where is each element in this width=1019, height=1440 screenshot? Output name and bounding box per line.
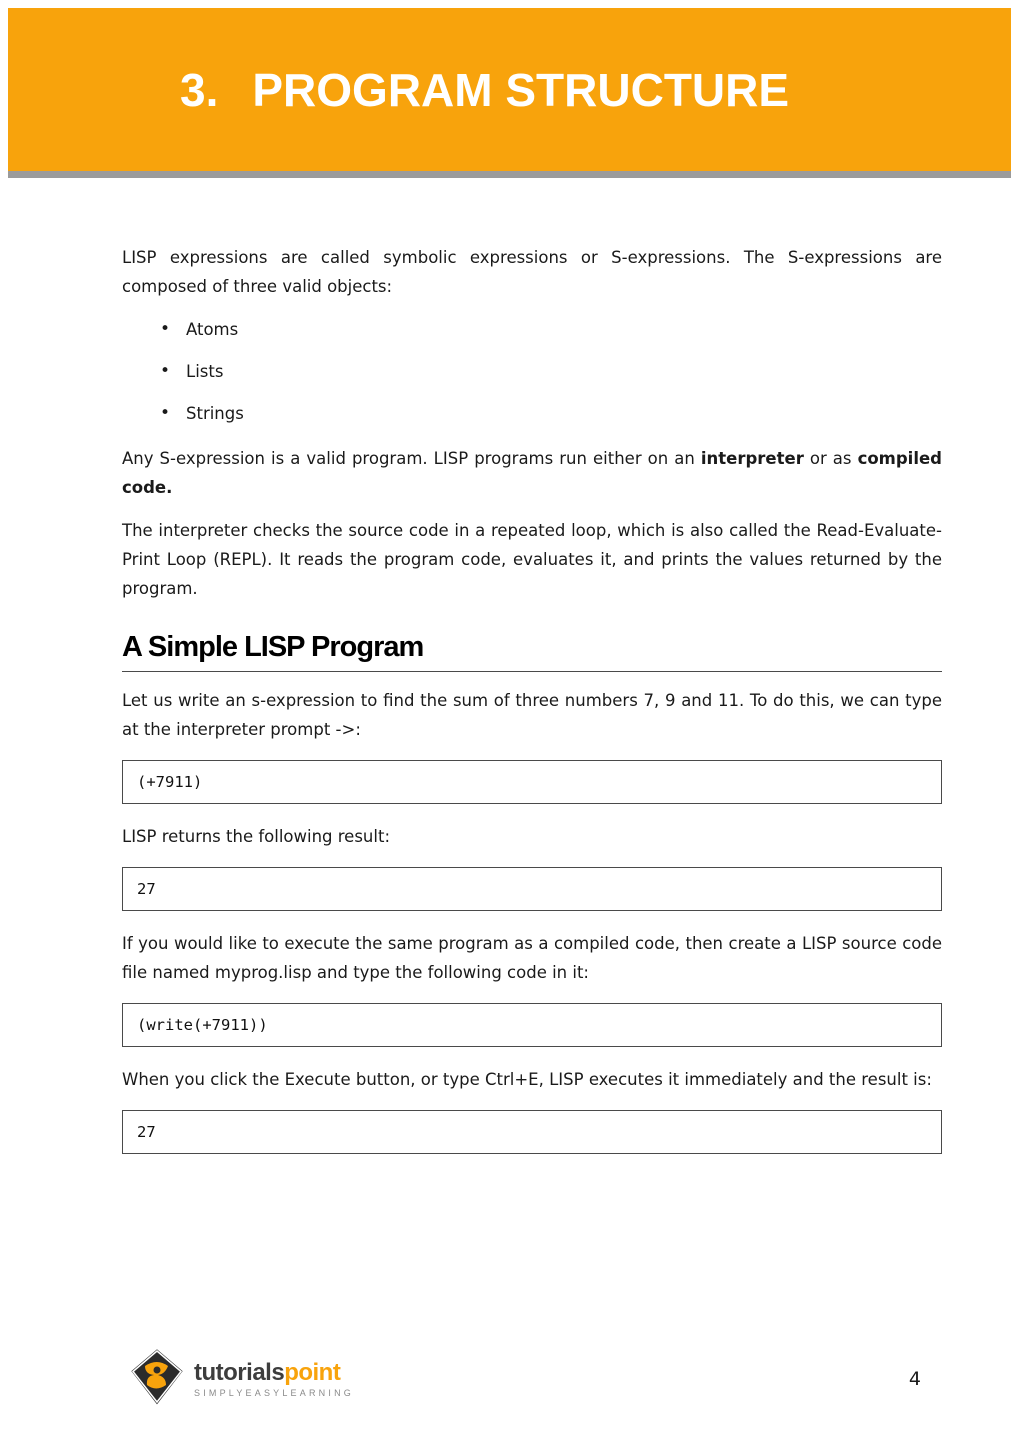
paragraph-segment: or as bbox=[803, 449, 858, 468]
code-block-result-2: 27 bbox=[122, 1110, 942, 1154]
code-block-expression: (+7911) bbox=[122, 760, 942, 804]
tutorialspoint-logo bbox=[128, 1346, 354, 1412]
code-block-result-1: 27 bbox=[122, 867, 942, 911]
code-block-write-expression: (write(+7911)) bbox=[122, 1003, 942, 1047]
logo-wordmark bbox=[194, 1358, 354, 1386]
chapter-title bbox=[180, 63, 789, 117]
logo-tagline: SIMPLYEASYLEARNING bbox=[194, 1387, 354, 1398]
paragraph-segment: Any S-expression is a valid program. LISP programs run either on an bbox=[122, 449, 701, 468]
page-number: 4 bbox=[908, 1368, 921, 1390]
paragraph-result-label: LISP returns the following result: bbox=[122, 827, 391, 846]
list-item-lists: • Lists bbox=[122, 357, 942, 386]
list-item-strings: • Strings bbox=[122, 399, 942, 428]
list-item-atoms: • Atoms bbox=[122, 315, 942, 344]
paragraph-valid-program bbox=[122, 444, 942, 502]
bold-compiled-code: compiled code. bbox=[122, 449, 942, 497]
chapter-number: 3. bbox=[180, 63, 219, 116]
chapter-title-text: PROGRAM STRUCTURE bbox=[252, 63, 790, 116]
bold-interpreter: interpreter bbox=[700, 449, 804, 468]
document-content bbox=[122, 243, 942, 1172]
section-heading-simple-lisp-program: A Simple LISP Program bbox=[122, 631, 942, 672]
paragraph-intro: LISP expressions are called symbolic expressions or S-expressions. The S-expressions are composed of three valid objects: bbox=[122, 248, 942, 296]
tutorialspoint-logo-icon bbox=[128, 1346, 186, 1412]
logo-text-block bbox=[194, 1358, 354, 1398]
page-footer bbox=[0, 1346, 1019, 1412]
paragraph-repl: The interpreter checks the source code in a repeated loop, which is also called the Read-Evaluate-Print Loop (REPL). It reads the program code, evaluates it, and prints the values returned by the program. bbox=[122, 521, 942, 598]
s-expression-objects-list bbox=[122, 315, 942, 428]
logo-word-point: point bbox=[284, 1358, 341, 1386]
logo-word-tutorials: tutorials bbox=[194, 1358, 285, 1386]
chapter-banner bbox=[8, 8, 1011, 178]
paragraph-execute: When you click the Execute button, or type Ctrl+E, LISP executes it immediately and the result is: bbox=[122, 1070, 932, 1089]
paragraph-sum-intro: Let us write an s-expression to find the sum of three numbers 7, 9 and 11. To do this, we can type at the interpreter prompt ->: bbox=[122, 691, 942, 739]
paragraph-compiled-code: If you would like to execute the same program as a compiled code, then create a LISP source code file named myprog.lisp and type the following code in it: bbox=[122, 934, 942, 982]
